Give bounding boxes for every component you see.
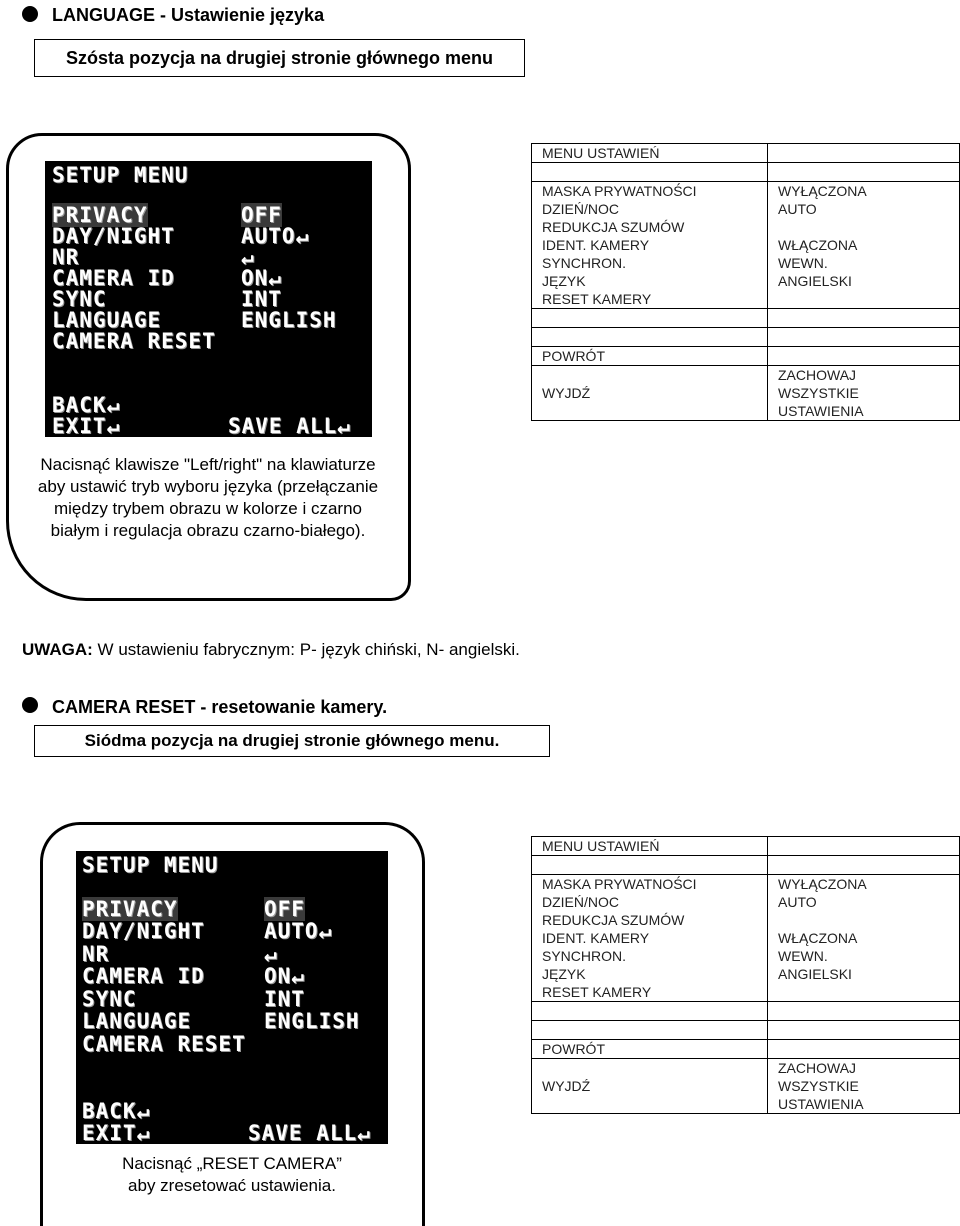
osd-row-label: PRIVACY xyxy=(52,203,148,227)
table-exit: WYJDŹ xyxy=(532,1059,768,1114)
osd-row-label: LANGUAGE xyxy=(82,1009,192,1033)
osd-row-value: AUTO↵ xyxy=(264,919,333,943)
bullet-icon xyxy=(22,697,38,713)
osd-back: BACK↵ xyxy=(52,393,121,417)
table-save-all: ZACHOWAJ WSZYSTKIE USTAWIENIA xyxy=(768,1059,960,1114)
table-exit: WYJDŹ xyxy=(532,366,768,421)
osd-header: SETUP MENU xyxy=(52,163,189,187)
osd-setup-menu xyxy=(76,851,388,1144)
osd-row-value: ON↵ xyxy=(241,266,282,290)
table-values: WYŁĄCZONA AUTO WŁĄCZONA WEWN. ANGIELSKI xyxy=(768,182,960,309)
section-title-camera-reset: CAMERA RESET - resetowanie kamery. xyxy=(52,697,388,717)
osd-save-all: SAVE ALL↵ xyxy=(248,1121,371,1145)
section-subtitle-language: Szósta pozycja na drugiej stronie głównego menu xyxy=(34,39,525,77)
osd-row-label: LANGUAGE xyxy=(52,308,162,332)
osd-row-value: ↵ xyxy=(264,942,278,966)
table-save-all: ZACHOWAJ WSZYSTKIE USTAWIENIA xyxy=(768,366,960,421)
osd-row-value: ENGLISH xyxy=(264,1009,360,1033)
osd-row-label: CAMERA RESET xyxy=(82,1032,246,1056)
osd-row-value: ON↵ xyxy=(264,964,305,988)
osd-row-label: DAY/NIGHT xyxy=(82,919,205,943)
osd-header: SETUP MENU xyxy=(82,853,219,877)
bullet-icon xyxy=(22,6,38,22)
osd-row-label: PRIVACY xyxy=(82,897,178,921)
osd-row-label: SYNC xyxy=(52,287,107,311)
table-values: WYŁĄCZONA AUTO WŁĄCZONA WEWN. ANGIELSKI xyxy=(768,875,960,1002)
section-subtitle-camera-reset: Siódma pozycja na drugiej stronie głównego menu. xyxy=(34,725,550,757)
settings-table xyxy=(531,836,960,1114)
osd-row-value: INT xyxy=(264,987,305,1011)
reset-description: Nacisnąć „RESET CAMERA” aby zresetować ustawienia. xyxy=(122,1154,342,1195)
osd-row-label: SYNC xyxy=(82,987,137,1011)
table-labels: MASKA PRYWATNOŚCI DZIEŃ/NOC REDUKCJA SZUMÓW IDENT. KAMERY SYNCHRON. JĘZYK RESET KAMERY xyxy=(532,875,768,1002)
table-header: MENU USTAWIEŃ xyxy=(532,144,768,163)
osd-row-value: INT xyxy=(241,287,282,311)
osd-row-value: OFF xyxy=(241,203,282,227)
osd-row-value: ENGLISH xyxy=(241,308,337,332)
note-label: UWAGA: xyxy=(22,640,93,659)
factory-note xyxy=(22,640,520,660)
osd-save-all: SAVE ALL↵ xyxy=(228,414,351,438)
osd-row-value: OFF xyxy=(264,897,305,921)
osd-row-value: ↵ xyxy=(241,245,255,269)
osd-exit: EXIT↵ xyxy=(52,414,121,438)
osd-row-label: CAMERA RESET xyxy=(52,329,216,353)
language-description: Nacisnąć klawisze "Left/right" na klawiaturze aby ustawić tryb wyboru języka (przełączanie między trybem obrazu w kolorze i czarno białym i regulacja obrazu czarno-białego). xyxy=(37,455,379,540)
osd-row-label: CAMERA ID xyxy=(82,964,205,988)
section-title-language: LANGUAGE - Ustawienie języka xyxy=(52,5,325,25)
osd-row-label: DAY/NIGHT xyxy=(52,224,175,248)
osd-exit: EXIT↵ xyxy=(82,1121,151,1145)
osd-row-label: NR xyxy=(52,245,80,269)
osd-row-value: AUTO↵ xyxy=(241,224,310,248)
osd-back: BACK↵ xyxy=(82,1099,151,1123)
table-back: POWRÓT xyxy=(532,347,768,366)
settings-table xyxy=(531,143,960,421)
table-labels: MASKA PRYWATNOŚCI DZIEŃ/NOC REDUKCJA SZUMÓW IDENT. KAMERY SYNCHRON. JĘZYK RESET KAMERY xyxy=(532,182,768,309)
table-back: POWRÓT xyxy=(532,1040,768,1059)
osd-row-label: NR xyxy=(82,942,110,966)
table-header: MENU USTAWIEŃ xyxy=(532,837,768,856)
osd-row-label: CAMERA ID xyxy=(52,266,175,290)
note-text: W ustawieniu fabrycznym: P- język chiński, N- angielski. xyxy=(92,640,520,659)
osd-setup-menu xyxy=(45,161,372,437)
